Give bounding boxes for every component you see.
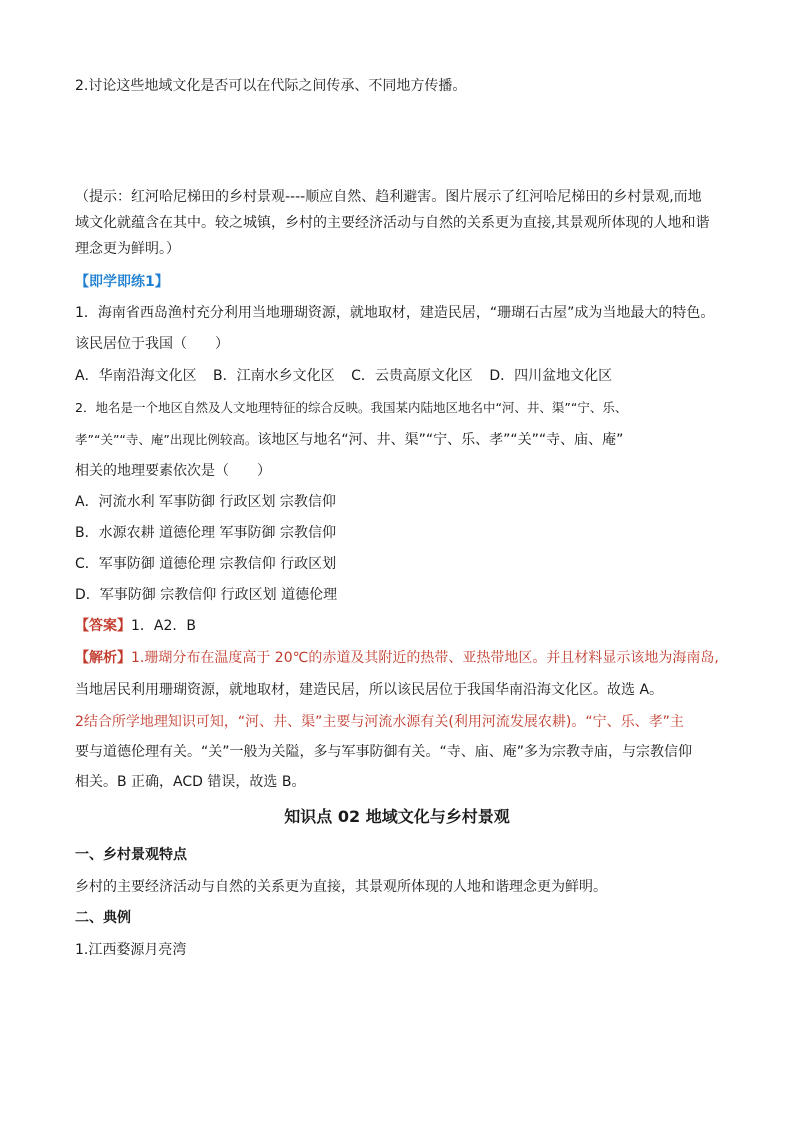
answer-row (75, 616, 196, 636)
practice-title: 【即学即练1】 (75, 274, 169, 290)
analysis-line-5: 相关。B 正确，ACD 错误，故选 B。 (75, 774, 306, 790)
analysis-line-3: 2结合所学地理知识可知，“河、井、渠”主要与河流水源有关(利用河流发展农耕)。“宁、乐、孝”主 (75, 714, 684, 730)
analysis-line-2: 当地居民利用珊瑚资源，就地取材，建造民居，所以该民居位于我国华南沿海文化区。故选 A。 (75, 682, 664, 698)
analysis-label: 【解析】 (75, 650, 131, 666)
subsection-1-title: 一、乡村景观特点 (75, 847, 187, 863)
analysis-line-4: 要与道德伦理有关。“关”一般为关隘，多与军事防御有关。“寺、庙、庵”多为宗教寺庙，与宗教信仰 (75, 744, 693, 760)
q2-option-b: B．水源农耕 道德伦理 军事防御 宗教信仰 (75, 525, 336, 541)
question-2-stem-line-1: 2．地名是一个地区自然及人文地理特征的综合反映。我国某内陆地区地名中“河、井、渠”“宁、乐、 (75, 400, 628, 415)
hint-line-2: 域文化就蕴含在其中。较之城镇，乡村的主要经济活动与自然的关系更为直接,其景观所体现的人地和谐 (75, 215, 710, 231)
q1-option-c: C．云贵高原文化区 (351, 368, 473, 384)
hint-line-1: （提示：红河哈尼梯田的乡村景观----顺应自然、趋利避害。图片展示了红河哈尼梯田的乡村景观,而地 (75, 189, 702, 205)
discussion-question-2: 2.讨论这些地域文化是否可以在代际之间传承、不同地方传播。 (75, 78, 467, 94)
subsection-1-text: 乡村的主要经济活动与自然的关系更为直接，其景观所体现的人地和谐理念更为鲜明。 (75, 879, 607, 895)
question-1-stem-line-2: 该民居位于我国（ ） (75, 336, 229, 352)
question-1-stem-line-1: 1．海南省西岛渔村充分利用当地珊瑚资源，就地取材，建造民居，“珊瑚石古屋”成为当地最大的特色。 (75, 305, 715, 321)
q2-option-a: A．河流水利 军事防御 行政区划 宗教信仰 (75, 494, 336, 510)
answer-label: 【答案】 (75, 618, 131, 634)
question-2-stem-line-3: 相关的地理要素依次是（ ） (75, 463, 271, 479)
q2-option-c: C．军事防御 道德伦理 宗教信仰 行政区划 (75, 556, 337, 572)
question-2-stem-line-2: 孝”“关”“寺、庵”出现比例较高。该地区与地名“河、井、渠”“宁、乐、孝”“关”“寺、庙、庵” (75, 432, 624, 448)
q1-option-b: B．江南水乡文化区 (213, 368, 335, 384)
q1-option-a: A．华南沿海文化区 (75, 368, 197, 384)
section-title: 知识点 02 地域文化与乡村景观 (284, 807, 510, 826)
q1-option-d: D．四川盆地文化区 (489, 368, 613, 384)
hint-line-3: 理念更为鲜明。） (75, 241, 180, 257)
q2-option-d: D．军事防御 宗教信仰 行政区划 道德伦理 (75, 587, 338, 603)
question-1-options (75, 366, 612, 386)
subsection-2-title: 二、典例 (75, 910, 131, 926)
analysis-line-1: 【解析】1.珊瑚分布在温度高于 20℃的赤道及其附近的热带、亚热带地区。并且材料显示该地为海南岛, (75, 650, 719, 666)
answer-value: 1．A2．B (131, 618, 196, 634)
example-1: 1.江西婺源月亮湾 (75, 942, 187, 958)
